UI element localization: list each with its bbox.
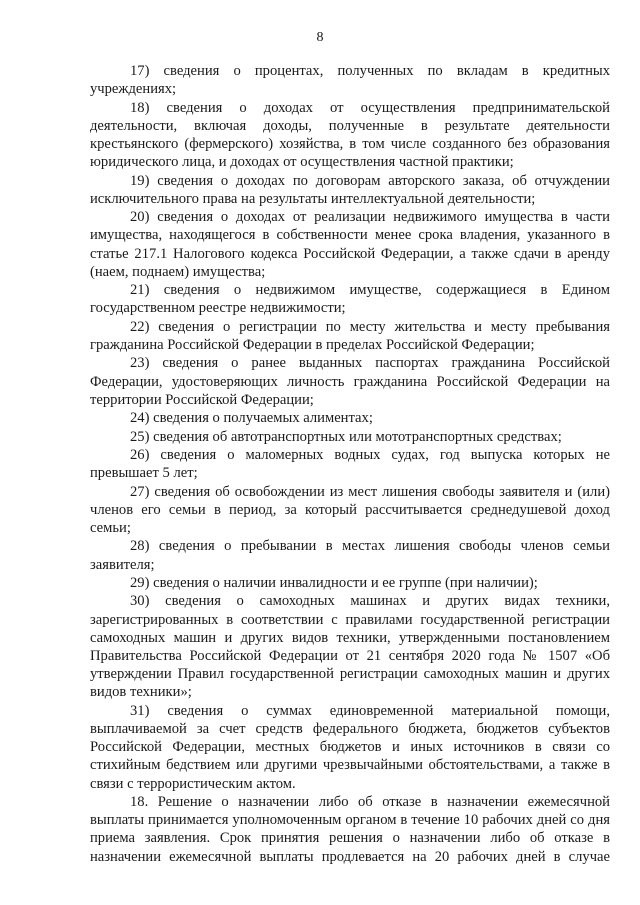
document-body: [90, 62, 610, 866]
list-item-29: 29) сведения о наличии инвалидности и ее группе (при наличии);: [130, 574, 538, 591]
list-item-23: 23) сведения о ранее выданных паспортах гражданина Российской Федерации, удостоверяющих личность гражданина Российской Федерации на территории Российской Федерации;: [90, 355, 610, 408]
list-item-25: 25) сведения об автотранспортных или мототранспортных средствах;: [130, 428, 562, 445]
list-item-30: 30) сведения о самоходных машинах и других видах техники, зарегистрированных в соответствии с правилами государственной регистрации самоходных машин и других видов техники, утвержденными постановлением Правительства Российской Федерации от 21 сентября 2020 года № 1507 «Об утверждении Правил государственной регистрации самоходных машин и других видов техники»;: [90, 593, 610, 701]
list-item-22: 22) сведения о регистрации по месту жительства и месту пребывания гражданина Российской Федерации в пределах Российской Федерации;: [90, 318, 610, 353]
list-item-31: 31) сведения о суммах единовременной материальной помощи, выплачиваемой за счет средств федерального бюджета, бюджетов субъектов Российской Федерации, местных бюджетов и иных источников в связи со стихийным бедствием или другими чрезвычайными обстоятельствами, а также в связи с террористическим актом.: [90, 702, 610, 792]
list-item-20: 20) сведения о доходах от реализации недвижимого имущества в части имущества, находящегося в собственности менее срока владения, указанного в статье 217.1 Налогового кодекса Российской Федерации, а также сдачи в аренду (наем, поднаем) имущества;: [90, 209, 610, 280]
list-item-28: 28) сведения о пребывании в местах лишения свободы членов семьи заявителя;: [90, 538, 610, 573]
list-item-18: 18) сведения о доходах от осуществления предпринимательской деятельности, включая доходы, полученные в результате деятельности крестьянского (фермерского) хозяйства, в том числе созданного без образования юридического лица, и доходах от осуществления частной практики;: [90, 99, 610, 171]
page-number: 8: [316, 30, 324, 45]
list-item-26: 26) сведения о маломерных водных судах, год выпуска которых не превышает 5 лет;: [90, 446, 610, 482]
list-item-27: 27) сведения об освобождении из мест лишения свободы заявителя и (или) членов его семьи в период, за который рассчитывается среднедушевой доход семьи;: [90, 483, 610, 536]
list-item-19: 19) сведения о доходах по договорам авторского заказа, об отчуждении исключительного права на результаты интеллектуальной деятельности;: [90, 172, 610, 207]
list-item-24: 24) сведения о получаемых алиментах;: [130, 410, 373, 427]
section-18-paragraph: 18. Решение о назначении либо об отказе в назначении ежемесячной выплаты принимается уполномоченным органом в течение 10 рабочих дней со дня приема заявления. Срок принятия решения о назначении либо об отказе в назначении ежемесячной выплаты продлевается на 20 рабочих дней в случае: [90, 793, 610, 865]
list-item-17: 17) сведения о процентах, полученных по вкладам в кредитных учреждениях;: [90, 63, 610, 98]
list-item-21: 21) сведения о недвижимом имуществе, содержащиеся в Едином государственном реестре недвижимости;: [90, 282, 610, 317]
